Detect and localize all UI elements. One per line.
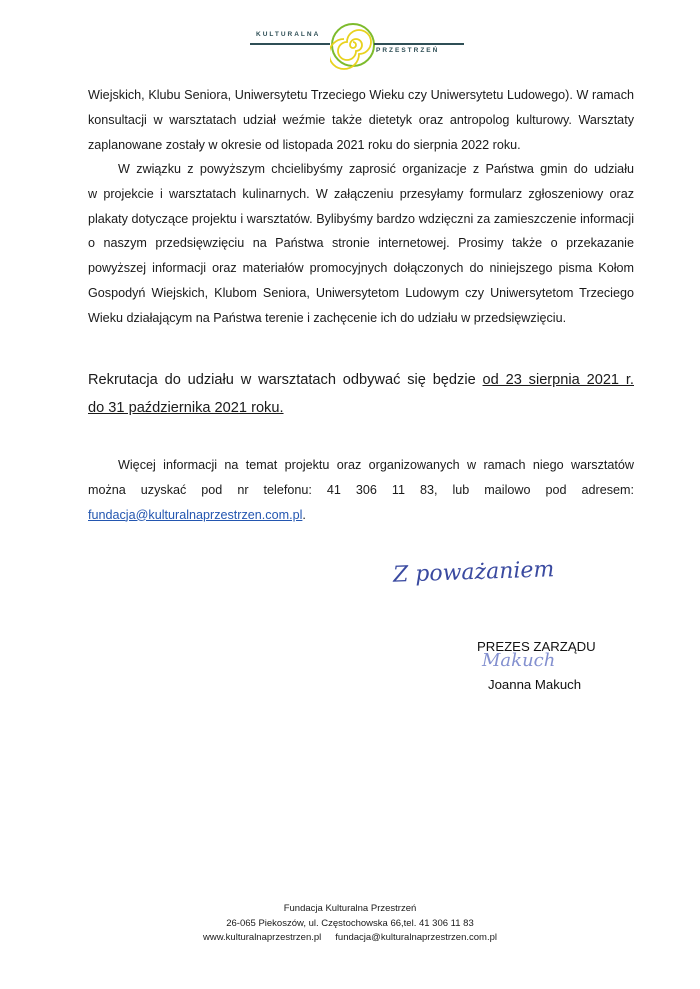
handwritten-signature: Makuch	[482, 650, 556, 671]
text-line: Wiejskich, Klubu Seniora, Uniwersytetu Trzeciego Wieku czy Uniwersytetu Ludowego). W ramach	[88, 88, 634, 102]
logo-line-left	[250, 43, 330, 45]
text-line	[88, 503, 634, 528]
kulturalna-przestrzen-logo	[250, 18, 465, 74]
handwritten-greeting: Z poważaniem	[392, 557, 555, 588]
logo-word-top: KULTURALNA	[256, 31, 321, 38]
text-line: można uzyskać pod nr telefonu: 41 306 11 83, lub mailowo pod adresem:	[88, 482, 634, 497]
logo-line-right	[374, 43, 464, 45]
recruitment-lead: Rekrutacja do udziału w warsztatach odbywać się będzie	[88, 372, 483, 388]
paragraph-2	[88, 157, 634, 331]
spiral-icon	[330, 20, 376, 70]
recruitment-dates-start: od 23 sierpnia 2021 r.	[482, 372, 634, 388]
text-line: Więcej informacji na temat projektu oraz organizowanych w ramach niego warsztatów	[118, 458, 634, 472]
text-line: plakaty dotyczące projektu i warsztatów. Bylibyśmy bardzo wdzięczni za zamieszczenie informacji	[88, 211, 634, 226]
text-line: powyższej informacji oraz materiałów promocyjnych dołączonych do niniejszego pisma Kołom	[88, 261, 634, 276]
signatory-name: Joanna Makuch	[488, 677, 582, 692]
text-line: w projekcie i warsztatach kulinarnych. W załączeniu przesyłamy formularz zgłoszeniowy oraz	[88, 186, 634, 201]
logo-word-bottom: PRZESTRZEŃ	[376, 47, 440, 54]
footer-org: Fundacja Kulturalna Przestrzeń	[283, 903, 417, 914]
signatory-title: PREZES ZARZĄDU	[477, 639, 596, 654]
footer-email[interactable]: fundacja@kulturalnaprzestrzen.com.pl	[335, 932, 497, 943]
text-line: Gospodyń Wiejskich, Klubom Seniora, Uniwersytetom Ludowym czy Uniwersytetom Trzeciego	[88, 285, 634, 300]
footer-website[interactable]: www.kulturalnaprzestrzen.pl	[202, 932, 322, 943]
recruitment-dates-end: do 31 października 2021 roku.	[88, 400, 284, 416]
footer-links	[0, 931, 700, 946]
text-line: o naszym przedsięwzięciu na Państwa stronie internetowej. Prosimy także o przekazanie	[88, 236, 634, 251]
email-suffix: .	[302, 507, 306, 522]
contact-paragraph	[88, 453, 634, 527]
paragraph-1	[88, 83, 634, 157]
footer-address: 26-065 Piekoszów, ul. Częstochowska 66,tel. 41 306 11 83	[226, 917, 474, 929]
recruitment-line-1	[88, 366, 634, 394]
text-line: Wieku działającym na Państwa terenie i zachęcenie ich do udziału w przedsięwzięciu.	[88, 310, 567, 325]
letter-footer	[0, 902, 700, 946]
text-line: zaplanowane zostały w okresie od listopada 2021 roku do sierpnia 2022 roku.	[88, 137, 521, 152]
text-line: konsultacji w warsztatach udział weźmie także dietetyk oraz antropolog kulturowy. Warsztaty	[88, 112, 634, 127]
email-link[interactable]: fundacja@kulturalnaprzestrzen.com.pl	[88, 507, 303, 522]
text-line: W związku z powyższym chcielibyśmy zaprosić organizacje z Państwa gmin do udziału	[118, 162, 634, 176]
recruitment-notice	[88, 366, 634, 422]
